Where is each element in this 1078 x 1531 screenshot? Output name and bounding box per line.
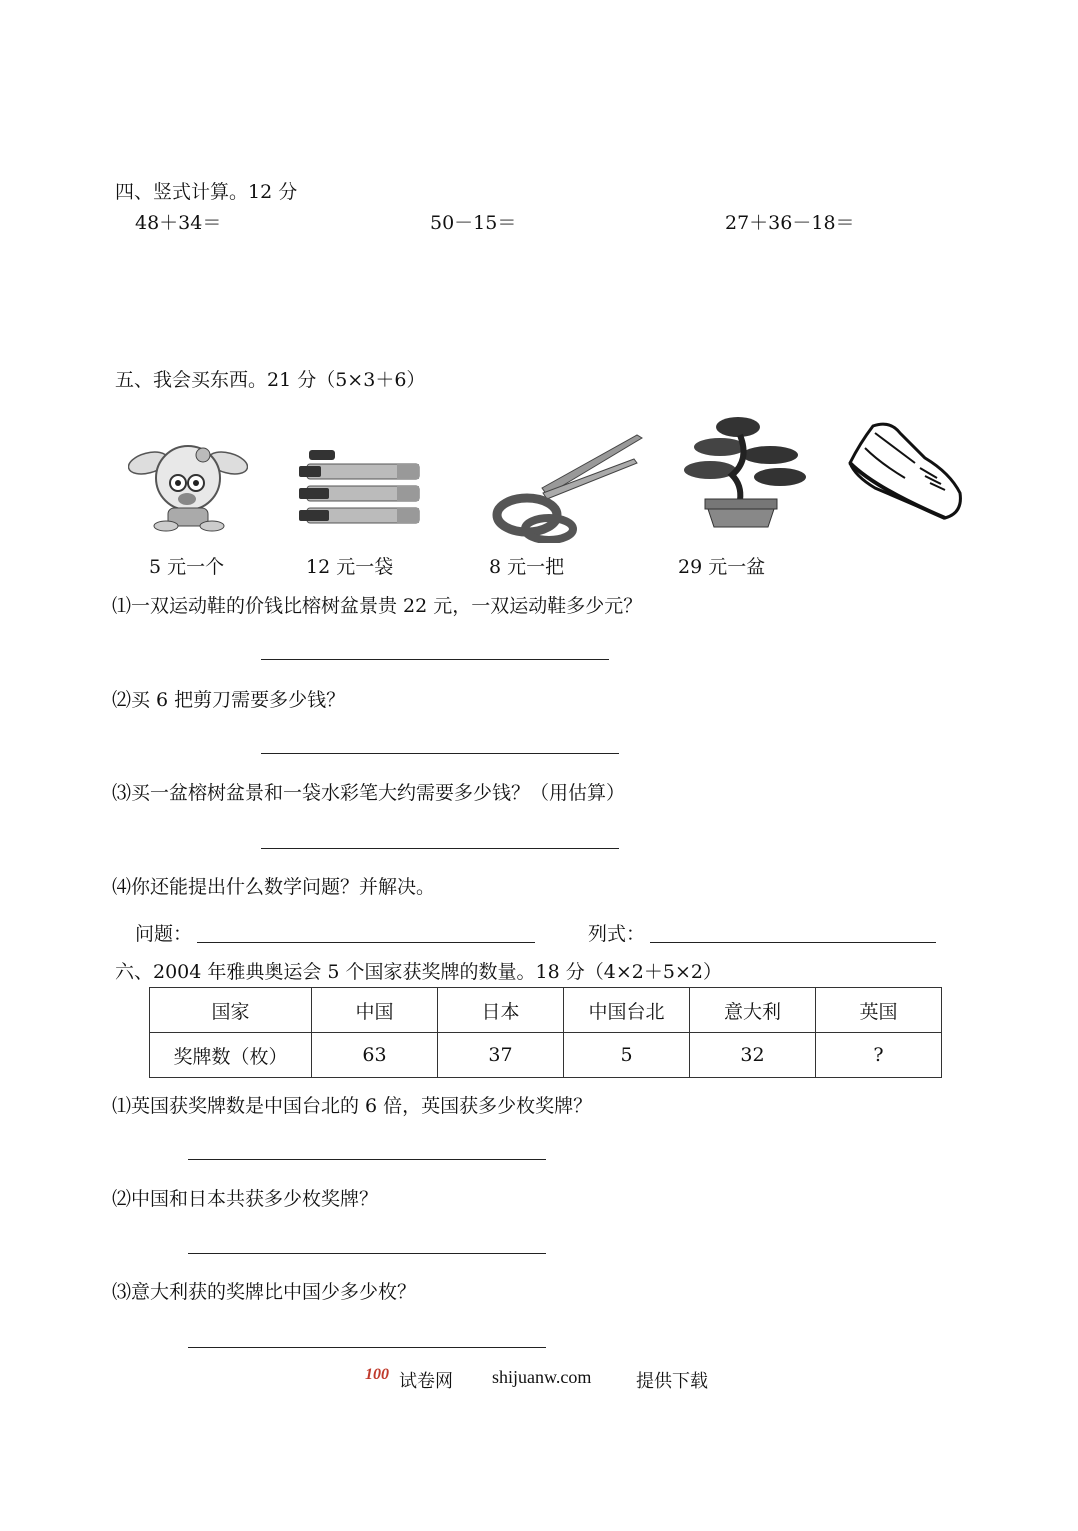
answer-line-5-3[interactable]	[261, 848, 619, 849]
price-bonsai: 29 元一盆	[678, 556, 766, 578]
footer-domain: shijuanw.com	[492, 1367, 592, 1387]
sneaker-icon	[845, 418, 970, 528]
answer-line-5-1[interactable]	[261, 659, 609, 660]
answer-line-6-1[interactable]	[188, 1159, 546, 1160]
calc-problem-1: 48＋34＝	[135, 212, 222, 234]
formula-answer-line[interactable]	[650, 942, 936, 943]
table-cell: 奖牌数（枚）	[150, 1033, 312, 1078]
section-6-heading: 六、2004 年雅典奥运会 5 个国家获奖牌的数量。18 分（4×2＋5×2）	[115, 961, 722, 983]
formula-label: 列式：	[588, 923, 646, 945]
section-6-question-1: ⑴英国获奖牌数是中国台北的 6 倍，英国获多少枚奖牌？	[112, 1095, 593, 1117]
table-header-cell: 中国	[312, 988, 438, 1033]
section-5-question-1: ⑴一双运动鞋的价钱比榕树盆景贵 22 元，一双运动鞋多少元？	[112, 595, 643, 617]
table-header-cell: 国家	[150, 988, 312, 1033]
scissors-icon	[487, 433, 647, 543]
table-cell: 37	[438, 1033, 564, 1078]
answer-line-5-2[interactable]	[261, 753, 619, 754]
table-header-cell: 意大利	[690, 988, 816, 1033]
footer-site-name: 试卷网	[399, 1371, 453, 1391]
table-cell: 63	[312, 1033, 438, 1078]
question-answer-line[interactable]	[197, 942, 535, 943]
site-logo: 100	[365, 1366, 389, 1383]
section-4-heading: 四、竖式计算。12 分	[115, 181, 298, 203]
bonsai-tree-icon	[680, 415, 810, 530]
table-header-cell: 英国	[816, 988, 942, 1033]
table-cell: ?	[816, 1033, 942, 1078]
answer-line-6-3[interactable]	[188, 1347, 546, 1348]
table-row	[150, 1033, 942, 1078]
price-doll: 5 元一个	[149, 556, 225, 578]
question-label: 问题：	[135, 923, 193, 945]
calc-problem-2: 50－15＝	[430, 212, 517, 234]
footer-note: 提供下载	[636, 1371, 708, 1391]
table-cell: 32	[690, 1033, 816, 1078]
section-5-question-2: ⑵买 6 把剪刀需要多少钱？	[112, 689, 346, 711]
calc-problem-3: 27＋36－18＝	[725, 212, 855, 234]
section-5-question-3: ⑶买一盆榕树盆景和一袋水彩笔大约需要多少钱？（用估算）	[112, 782, 626, 804]
table-header-cell: 日本	[438, 988, 564, 1033]
medal-table	[149, 987, 942, 1078]
section-6-question-3: ⑶意大利获的奖牌比中国少多少枚？	[112, 1281, 417, 1303]
marker-pens-icon	[297, 442, 427, 532]
answer-line-6-2[interactable]	[188, 1253, 546, 1254]
section-5-question-4: ⑷你还能提出什么数学问题？并解决。	[112, 876, 436, 898]
table-header-row	[150, 988, 942, 1033]
table-cell: 5	[564, 1033, 690, 1078]
section-6-question-2: ⑵中国和日本共获多少枚奖牌？	[112, 1188, 379, 1210]
section-5-heading: 五、我会买东西。21 分（5×3＋6）	[115, 369, 426, 391]
toy-doll-icon	[128, 433, 248, 533]
table-header-cell: 中国台北	[564, 988, 690, 1033]
price-scissors: 8 元一把	[489, 556, 565, 578]
price-markers: 12 元一袋	[306, 556, 394, 578]
